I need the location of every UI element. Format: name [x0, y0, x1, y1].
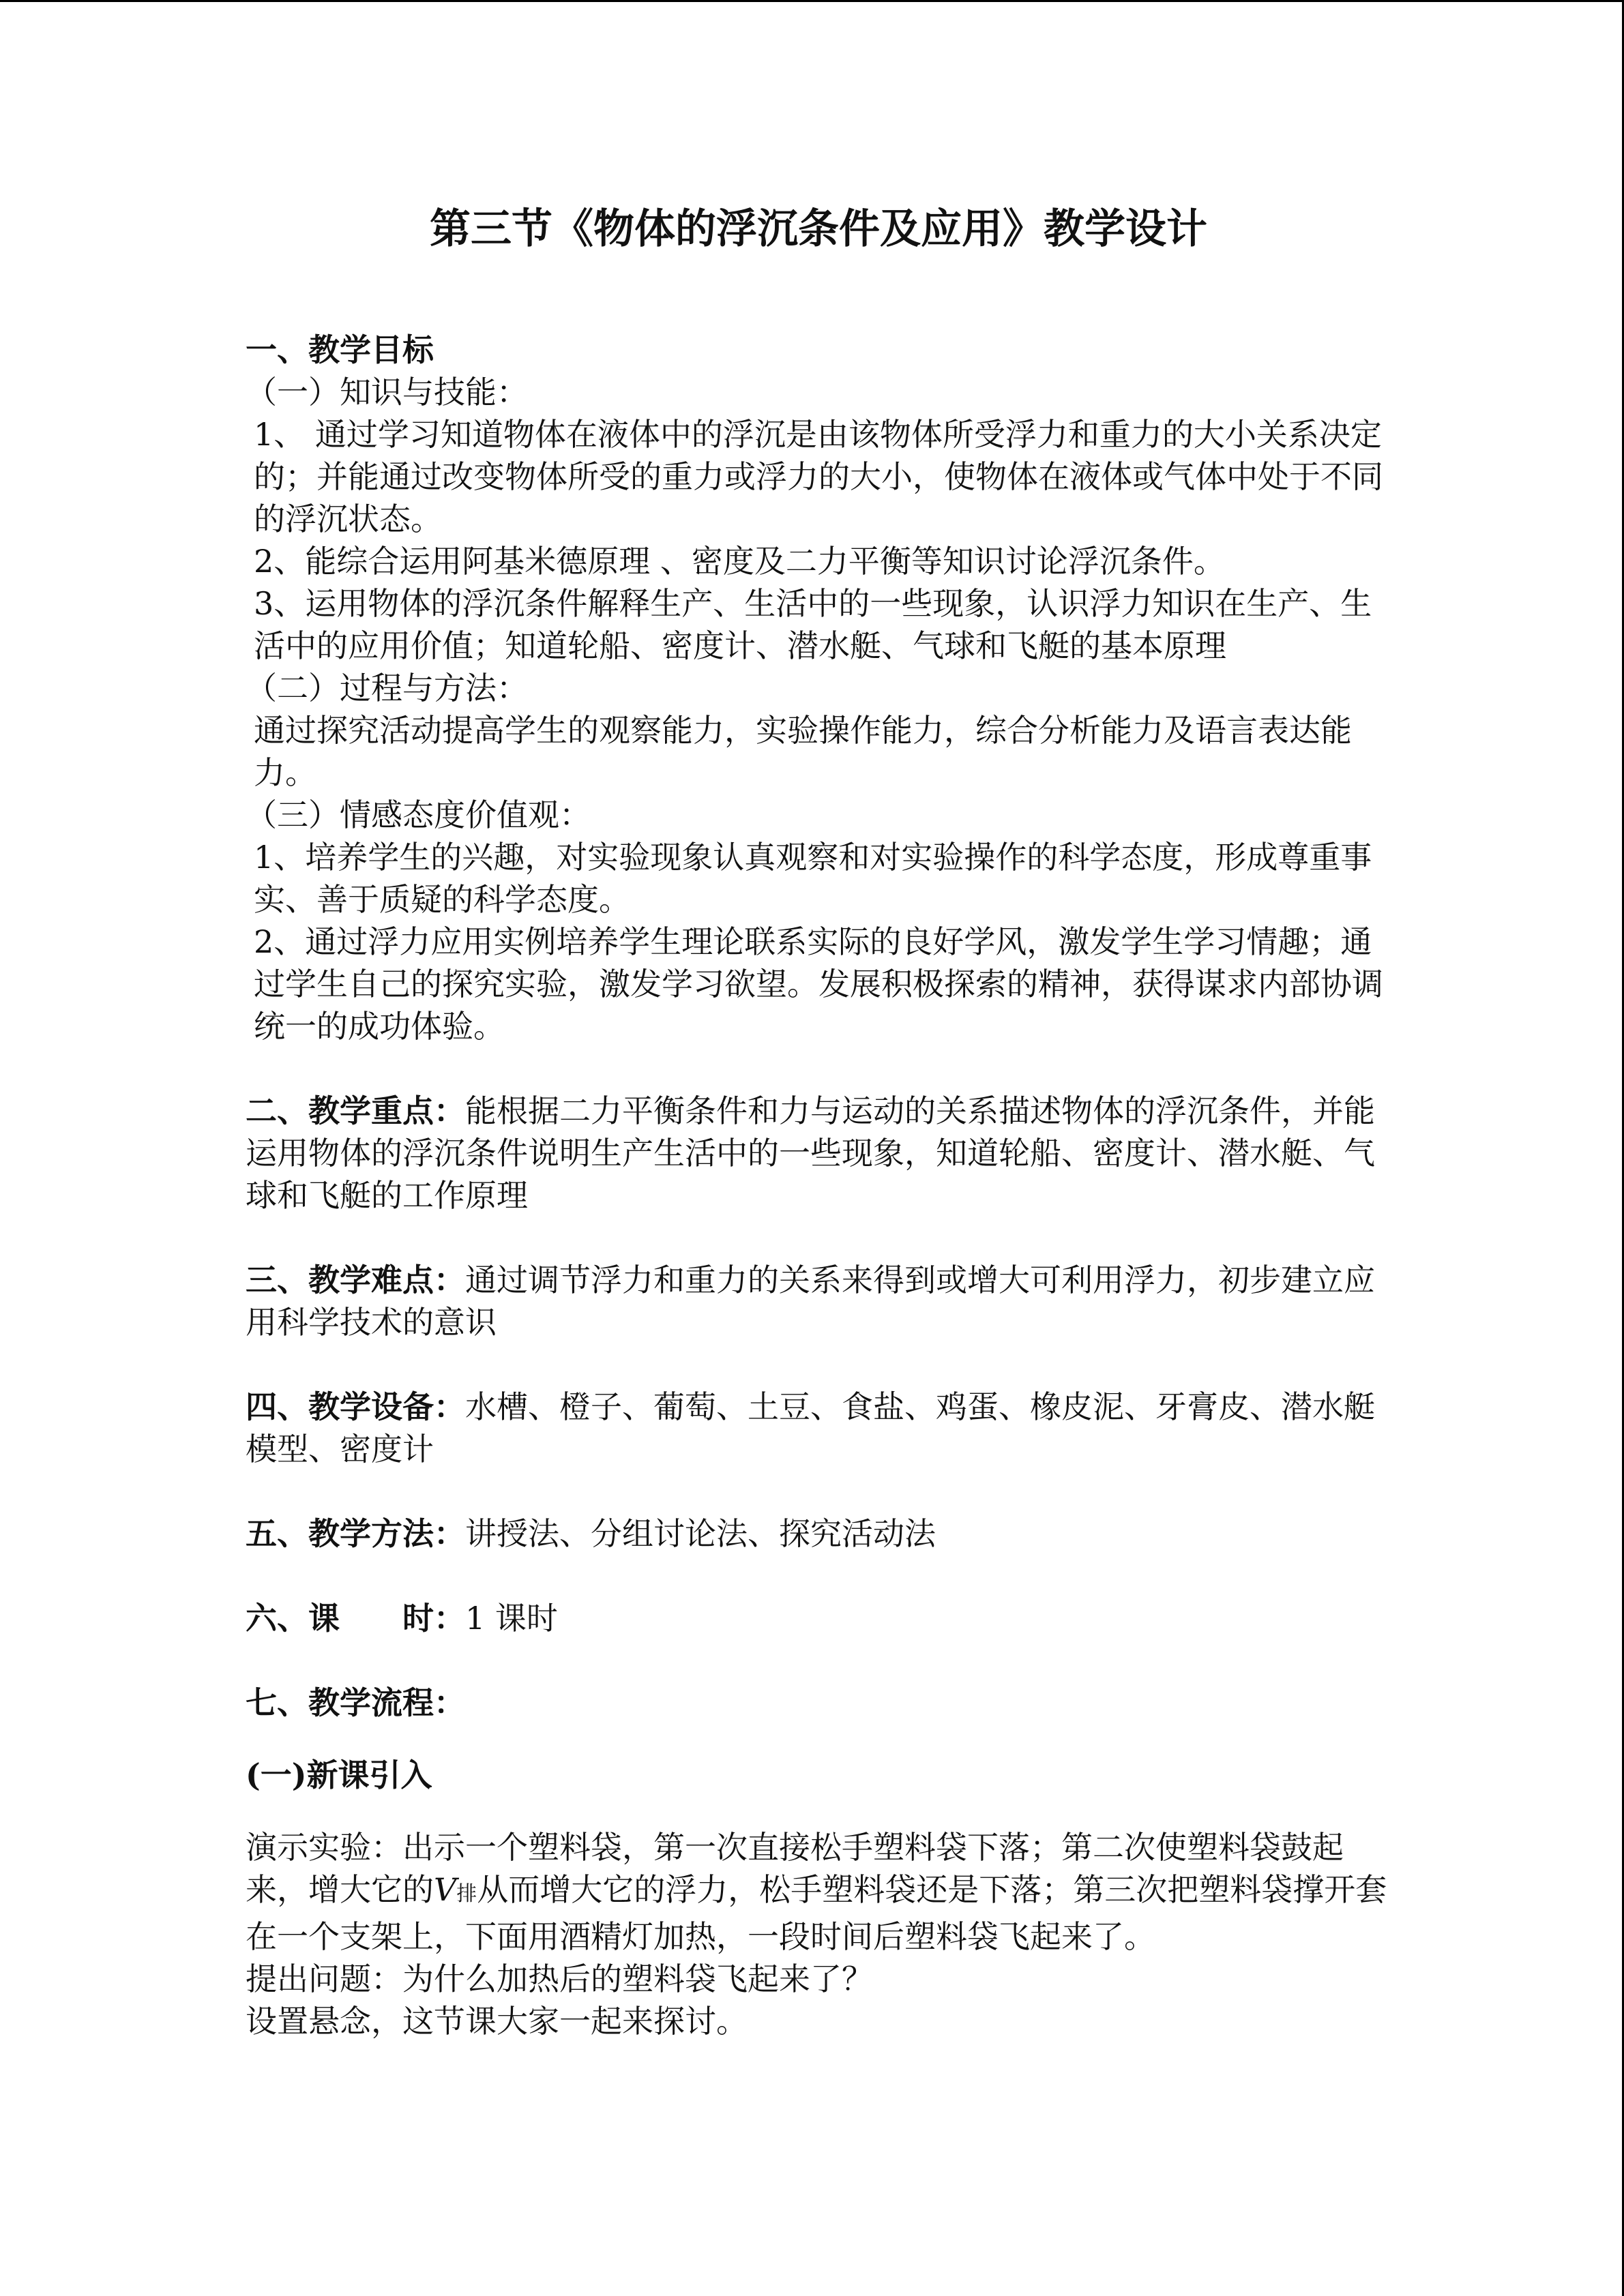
volume-subscript: 排 [456, 1882, 477, 1906]
spacer [246, 1047, 1391, 1090]
section-2-label: 二、教学重点： [246, 1092, 465, 1129]
knowledge-item-2: 2、能综合运用阿基米德原理 、密度及二力平衡等知识讨论浮沉条件。 [254, 543, 1225, 580]
section-6 [246, 1597, 1391, 1639]
process-heading: （二）过程与方法： [246, 670, 528, 706]
emotion-item-2: 2、通过浮力应用实例培养学生理论联系实际的良好学风，激发学生学习情趣；通过学生自己的探究实验，激发学习欲望。发展积极探索的精神，获得谋求内部协调统一的成功体验。 [254, 923, 1383, 1045]
spacer [246, 1639, 1391, 1682]
section-4-label: 四、教学设备： [246, 1388, 465, 1425]
document-body [246, 205, 1391, 2042]
knowledge-item-1: 1、 通过学习知道物体在液体中的浮沉是由该物体所受浮力和重力的大小关系决定的；并能通过改变物体所受的重力或浮力的大小，使物体在液体或气体中处于不同的浮沉状态。 [254, 416, 1383, 537]
section-7-heading: 七、教学流程： [246, 1684, 465, 1721]
question-text: 提出问题：为什么加热后的塑料袋飞起来了？ [246, 1960, 873, 1997]
demo-experiment-text [246, 1826, 1391, 1958]
new-lesson-heading: (一)新课引入 [246, 1757, 432, 1793]
section-2-text: 能根据二力平衡条件和力与运动的关系描述物体的浮沉条件，并能运用物体的浮沉条件说明生产生活中的一些现象，知道轮船、密度计、潜水艇、气球和飞艇的工作原理 [246, 1092, 1375, 1214]
spacer [246, 1217, 1391, 1259]
spacer [246, 1343, 1391, 1386]
page-top-border [0, 0, 1624, 2]
suspense-text: 设置悬念，这节课大家一起来探讨。 [246, 2003, 748, 2040]
section-3-label: 三、教学难点： [246, 1262, 465, 1298]
section-5 [246, 1512, 1391, 1555]
section-4 [246, 1386, 1391, 1470]
demo-text-part-2: 从而增大它的浮力，松手塑料袋还是下落；第三次把塑料袋撑开套在一个支架上，下面用酒精灯加热，一段时间后塑料袋飞起来了。 [246, 1871, 1387, 1955]
section-1-heading: 一、教学目标 [246, 331, 434, 368]
section-5-text: 讲授法、分组讨论法、探究活动法 [465, 1515, 936, 1552]
volume-variable: V [434, 1871, 457, 1908]
section-4-text: 水槽、橙子、葡萄、土豆、食盐、鸡蛋、橡皮泥、牙膏皮、潜水艇模型、密度计 [246, 1388, 1375, 1467]
spacer [246, 1796, 1391, 1826]
section-5-label: 五、教学方法： [246, 1515, 465, 1552]
knowledge-heading: （一）知识与技能： [246, 374, 528, 411]
emotion-heading: （三）情感态度价值观： [246, 796, 591, 833]
spacer [246, 1724, 1391, 1754]
demo-text-part-1: 演示实验：出示一个塑料袋，第一次直接松手塑料袋下落；第二次使塑料袋鼓起来，增大它的 [246, 1829, 1344, 1908]
section-3-text: 通过调节浮力和重力的关系来得到或增大可利用浮力，初步建立应用科学技术的意识 [246, 1262, 1375, 1341]
process-item-1: 通过探究活动提高学生的观察能力，实验操作能力，综合分析能力及语言表达能力。 [254, 712, 1352, 791]
spacer [246, 1555, 1391, 1597]
emotion-item-1: 1、培养学生的兴趣，对实验现象认真观察和对实验操作的科学态度，形成尊重事实、善于质疑的科学态度。 [254, 839, 1372, 918]
page-title: 第三节《物体的浮沉条件及应用》教学设计 [430, 205, 1207, 253]
section-6-text: 1 课时 [465, 1600, 558, 1637]
section-6-label: 六、课 时： [246, 1600, 465, 1637]
section-3 [246, 1259, 1391, 1343]
section-2 [246, 1090, 1391, 1217]
knowledge-item-3: 3、运用物体的浮沉条件解释生产、生活中的一些现象，认识浮力知识在生产、生活中的应用价值；知道轮船、密度计、潜水艇、气球和飞艇的基本原理 [254, 585, 1372, 664]
spacer [246, 1470, 1391, 1512]
